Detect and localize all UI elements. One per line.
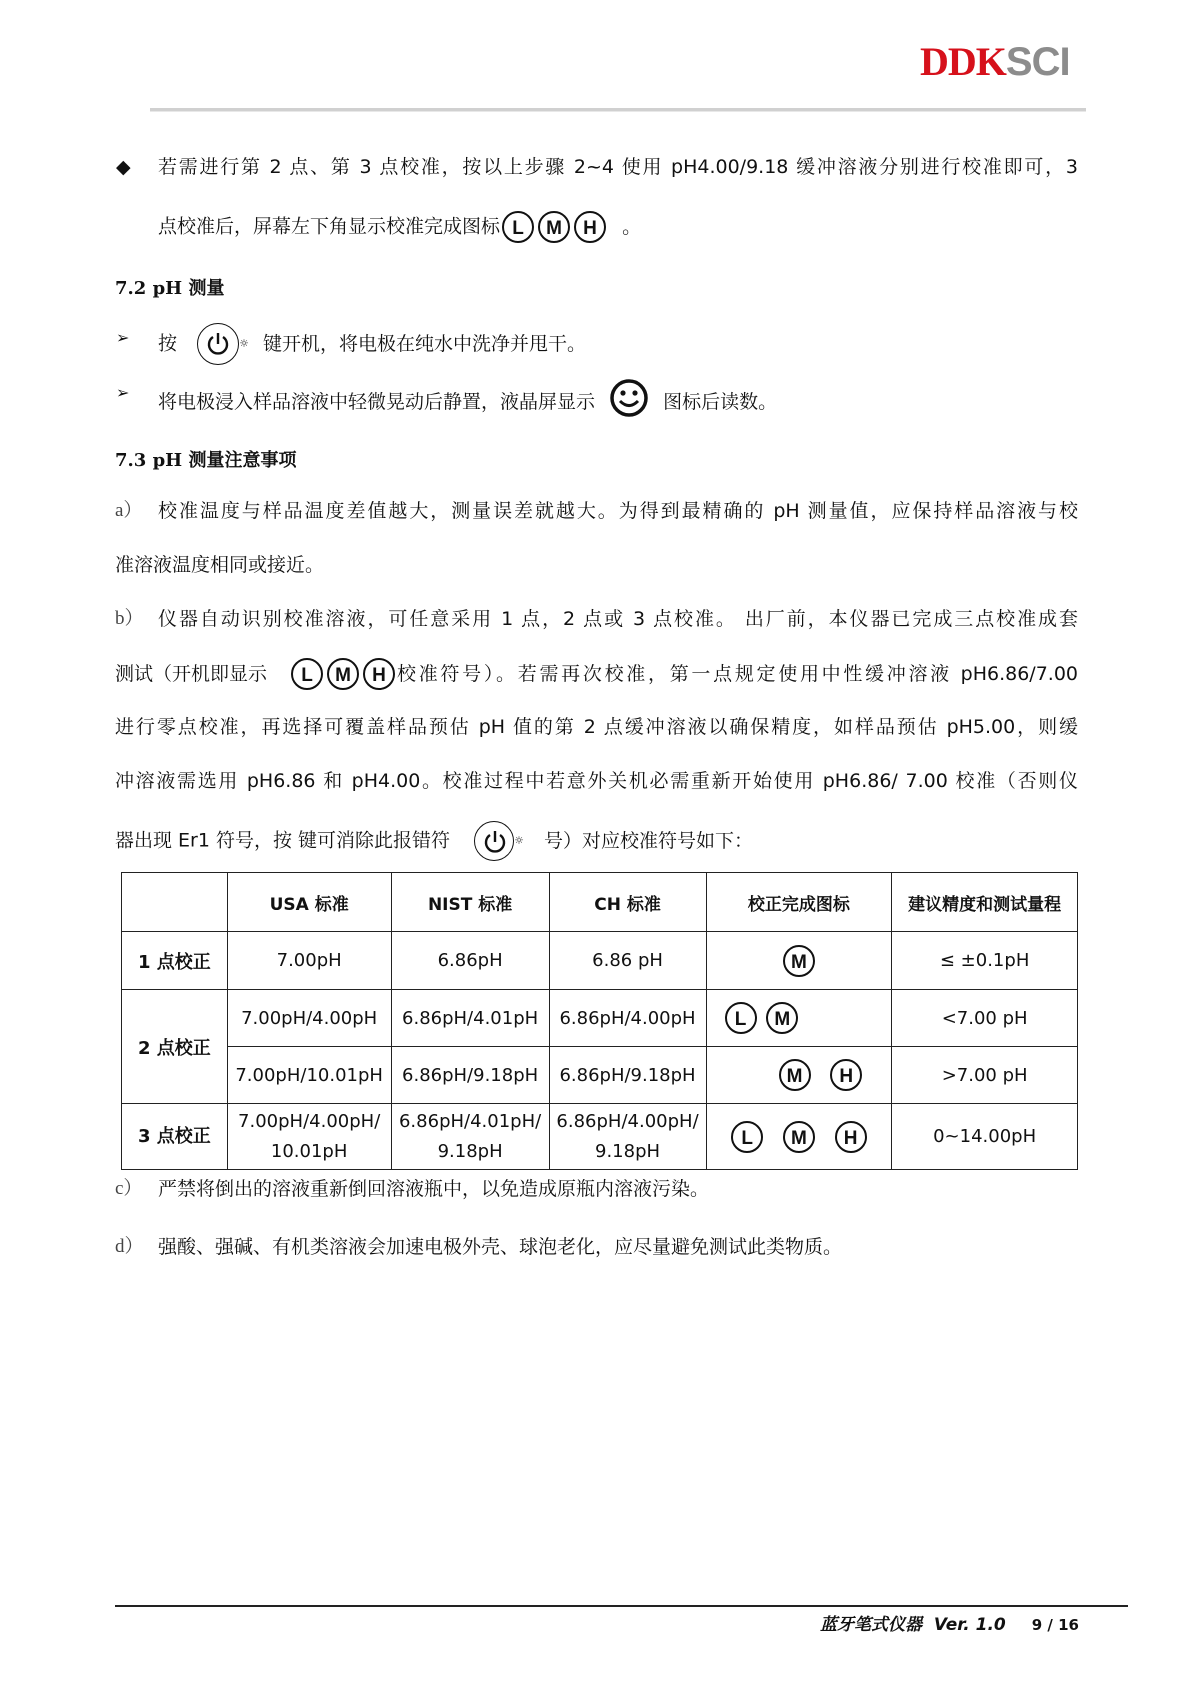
- item-b-line-1: 仪器自动识别校准溶液，可任意采用 1 点，2 点或 3 点校准。 出厂前，本仪器已完成三点校准成套: [158, 608, 1078, 630]
- nist-line-2: 9.18pH: [437, 1140, 503, 1162]
- item-d-text: 强酸、强碱、有机类溶液会加速电极外壳、球泡老化，应尽量避免测试此类物质。: [158, 1236, 843, 1258]
- table-row: [122, 1104, 1078, 1170]
- item-a-line-2: 准溶液温度相同或接近。: [115, 554, 325, 576]
- item-b-line-2: [115, 658, 1078, 690]
- icon-cell: [706, 1047, 892, 1104]
- header-cell: USA 标准: [227, 873, 391, 932]
- footer-title: 蓝牙笔式仪器 Ver. 1.0: [820, 1615, 1006, 1635]
- table-header-row: [122, 873, 1078, 932]
- table-row: [122, 990, 1078, 1047]
- ch-cell: 6.86pH/4.00pH: [549, 990, 706, 1047]
- bullet-line-1: 若需进行第 2 点、第 3 点校准，按以上步骤 2~4 使用 pH4.00/9.18 缓冲溶液分别进行校准即可，3: [158, 156, 1078, 178]
- cal-m-icon: M: [779, 1059, 811, 1091]
- ch-line-2: 9.18pH: [595, 1140, 661, 1162]
- cal-l-icon: L: [502, 211, 534, 243]
- table-row: [122, 932, 1078, 990]
- range-cell: >7.00 pH: [892, 1047, 1078, 1104]
- sec72-item-2: [158, 378, 777, 427]
- nist-cell: 6.86pH/9.18pH: [391, 1047, 549, 1104]
- cal-h-icon: H: [835, 1121, 867, 1153]
- bullet-line-2: [158, 211, 641, 243]
- header-cell: [122, 873, 228, 932]
- cal-l-icon: L: [291, 658, 323, 690]
- backlight-icon: ☼: [239, 337, 249, 350]
- header-cell: NIST 标准: [391, 873, 549, 932]
- sec72-item-1: [158, 323, 586, 365]
- item-b-label: b）: [115, 608, 144, 629]
- usa-line-2: 10.01pH: [270, 1140, 348, 1162]
- footer-divider: [115, 1605, 1128, 1607]
- table-row: [122, 1047, 1078, 1104]
- item-b-line-3: 进行零点校准，再选择可覆盖样品预估 pH 值的第 2 点缓冲溶液以确保精度，如样品预估 pH5.00，则缓: [115, 716, 1078, 738]
- item-d-label: d）: [115, 1236, 144, 1257]
- item-b-line-5: [115, 821, 753, 861]
- cal-h-icon: H: [830, 1059, 862, 1091]
- b-line2-pre: 测试（开机即显示: [115, 663, 268, 685]
- b-line5-pre: 器出现 Er1 符号，按 键可消除此报错符: [115, 829, 451, 852]
- icon-cell: [706, 990, 892, 1047]
- row-header: 1 点校正: [122, 932, 228, 990]
- backlight-icon: ☼: [514, 834, 524, 847]
- usa-cell: 7.00pH: [227, 932, 391, 990]
- diamond-bullet-icon: ◆: [116, 156, 131, 178]
- cal-h-icon: H: [363, 658, 395, 690]
- usa-line-1: 7.00pH/4.00pH/: [238, 1110, 381, 1132]
- item1-post: 键开机，将电极在纯水中洗净并甩干。: [262, 332, 586, 355]
- section-7-2-title: 7.2 pH 测量: [115, 278, 225, 299]
- item1-pre: 按: [158, 332, 178, 355]
- cal-m-icon: M: [783, 945, 815, 977]
- footer: [820, 1610, 1079, 1635]
- item-c-text: 严禁将倒出的溶液重新倒回溶液瓶中，以免造成原瓶内溶液污染。: [158, 1178, 710, 1200]
- item2-pre: 将电极浸入样品溶液中轻微晃动后静置，液晶屏显示: [158, 391, 596, 413]
- usa-cell: [227, 1104, 391, 1170]
- usa-cell: 7.00pH/4.00pH: [227, 990, 391, 1047]
- period: 。: [622, 215, 642, 238]
- b-line2-post: 校准符号）。若需再次校准，第一点规定使用中性缓冲溶液 pH6.86/7.00: [397, 663, 1078, 685]
- row-header: 3 点校正: [122, 1104, 228, 1170]
- header-cell: CH 标准: [549, 873, 706, 932]
- item-b-line-4: 冲溶液需选用 pH6.86 和 pH4.00。校准过程中若意外关机必需重新开始使用 pH6.86/ 7.00 校准（否则仪: [115, 770, 1078, 792]
- range-cell: 0~14.00pH: [892, 1104, 1078, 1170]
- cal-h-icon: H: [574, 211, 606, 243]
- item-a-label: a）: [115, 500, 143, 521]
- header-divider: [150, 108, 1086, 112]
- cal-l-icon: L: [725, 1002, 757, 1034]
- calibration-table: [121, 872, 1078, 1170]
- power-button-icon: [474, 821, 514, 861]
- bullet-line-2-text: 点校准后，屏幕左下角显示校准完成图标: [158, 215, 501, 238]
- icon-cell: [706, 1104, 892, 1170]
- usa-cell: 7.00pH/10.01pH: [227, 1047, 391, 1104]
- cal-l-icon: L: [731, 1121, 763, 1153]
- header-cell: 建议精度和测试量程: [892, 873, 1078, 932]
- item2-post: 图标后读数。: [663, 391, 778, 413]
- cal-m-icon: M: [783, 1121, 815, 1153]
- cal-m-icon: M: [327, 658, 359, 690]
- power-button-icon: [197, 323, 239, 365]
- range-cell: ≤ ±0.1pH: [892, 932, 1078, 990]
- item-c-label: c）: [115, 1178, 143, 1199]
- b-line5-post: 号）对应校准符号如下：: [544, 829, 754, 852]
- ch-line-1: 6.86pH/4.00pH/: [556, 1110, 699, 1132]
- nist-cell: [391, 1104, 549, 1170]
- cal-m-icon: M: [766, 1002, 798, 1034]
- ch-cell: [549, 1104, 706, 1170]
- range-cell: <7.00 pH: [892, 990, 1078, 1047]
- nist-cell: 6.86pH/4.01pH: [391, 990, 549, 1047]
- ch-cell: 6.86 pH: [549, 932, 706, 990]
- header-cell: 校正完成图标: [706, 873, 892, 932]
- ch-cell: 6.86pH/9.18pH: [549, 1047, 706, 1104]
- section-7-3-title: 7.3 pH 测量注意事项: [115, 450, 297, 471]
- nist-line-1: 6.86pH/4.01pH/: [398, 1110, 542, 1132]
- nist-cell: 6.86pH: [391, 932, 549, 990]
- item-a-line-1: 校准温度与样品温度差值越大，测量误差就越大。为得到最精确的 pH 测量值，应保持样品溶液与校: [158, 500, 1078, 522]
- arrow-bullet-icon: ➢: [116, 383, 130, 402]
- smiley-icon: [609, 378, 649, 427]
- arrow-bullet-icon: ➢: [116, 328, 130, 347]
- ddksci-logo: DDKSCI: [920, 39, 1070, 84]
- cal-m-icon: M: [538, 211, 570, 243]
- page-number: 9 / 16: [1031, 1616, 1079, 1634]
- icon-cell: [706, 932, 892, 990]
- row-header: 2 点校正: [122, 990, 228, 1104]
